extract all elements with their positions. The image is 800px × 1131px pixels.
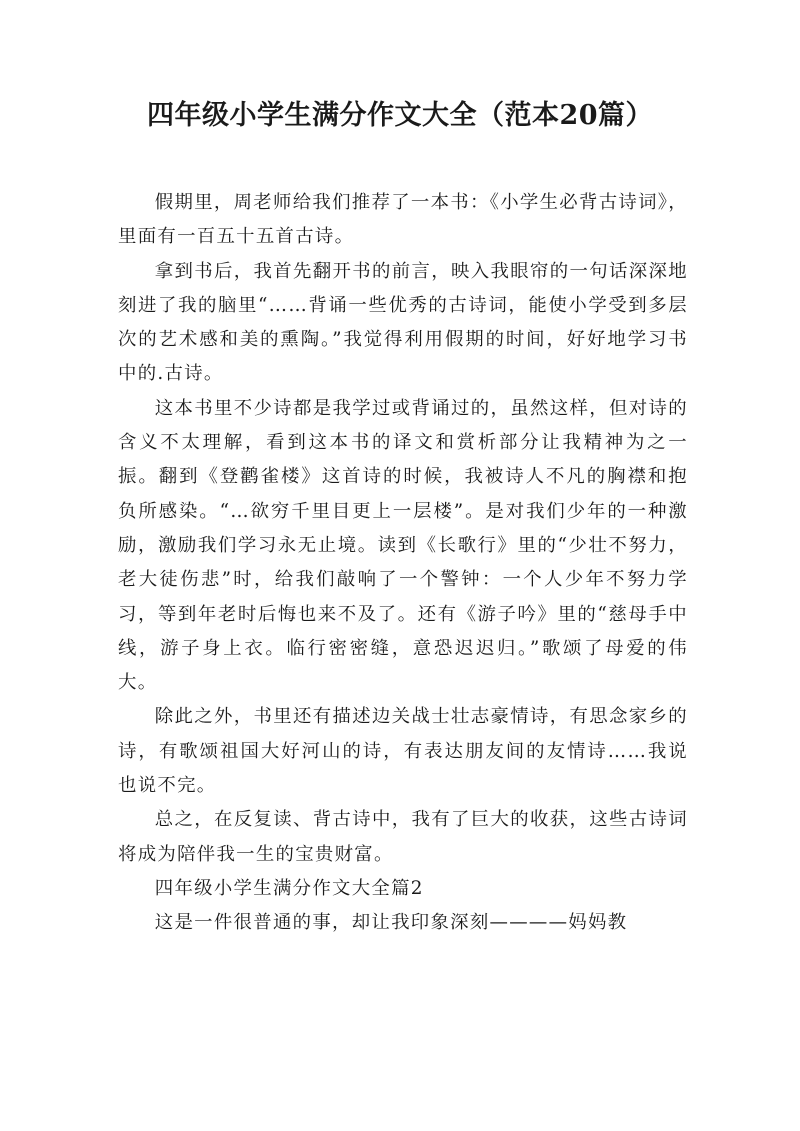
document-title: 四年级小学生满分作文大全（范本20篇） — [146, 100, 654, 131]
paragraph-6: 这是一件很普通的事，却让我印象深刻————妈妈教 — [154, 912, 628, 934]
section-heading-2: 四年级小学生满分作文大全篇2 — [154, 877, 424, 899]
paragraph-4: 除此之外，书里还有描述边关战士壮志豪情诗，有思念家乡的诗，有歌颂祖国大好河山的诗，有表达朋友间的友情诗……我说也说不完。 — [118, 706, 688, 797]
paragraph-3: 这本书里不少诗都是我学过或背诵过的，虽然这样，但对诗的含义不太理解，看到这本书的译文和赏析部分让我精神为之一振。翻到《登鹳雀楼》这首诗的时候，我被诗人不凡的胸襟和抱负所感染。“…欲穷千里目更上一层楼”。是对我们少年的一种激励，激励我们学习永无止境。读到《长歌行》里的“少壮不努力，老大徒伤悲”时，给我们敲响了一个警钟：一个人少年不努力学习，等到年老时后悔也来不及了。还有《游子吟》里的“慈母手中线，游子身上衣。临行密密缝，意恐迟迟归。”歌颂了母爱的伟大。 — [118, 397, 688, 694]
document-body — [118, 186, 688, 941]
paragraph-1: 假期里，周老师给我们推荐了一本书：《小学生必背古诗词》，里面有一百五十五首古诗。 — [118, 192, 688, 248]
paragraph-2: 拿到书后，我首先翻开书的前言，映入我眼帘的一句话深深地刻进了我的脑里“……背诵一些优秀的古诗词，能使小学受到多层次的艺术感和美的熏陶。”我觉得利用假期的时间，好好地学习书中的.古诗。 — [118, 260, 688, 385]
paragraph-5: 总之，在反复读、背古诗中，我有了巨大的收获，这些古诗词将成为陪伴我一生的宝贵财富。 — [118, 809, 688, 865]
